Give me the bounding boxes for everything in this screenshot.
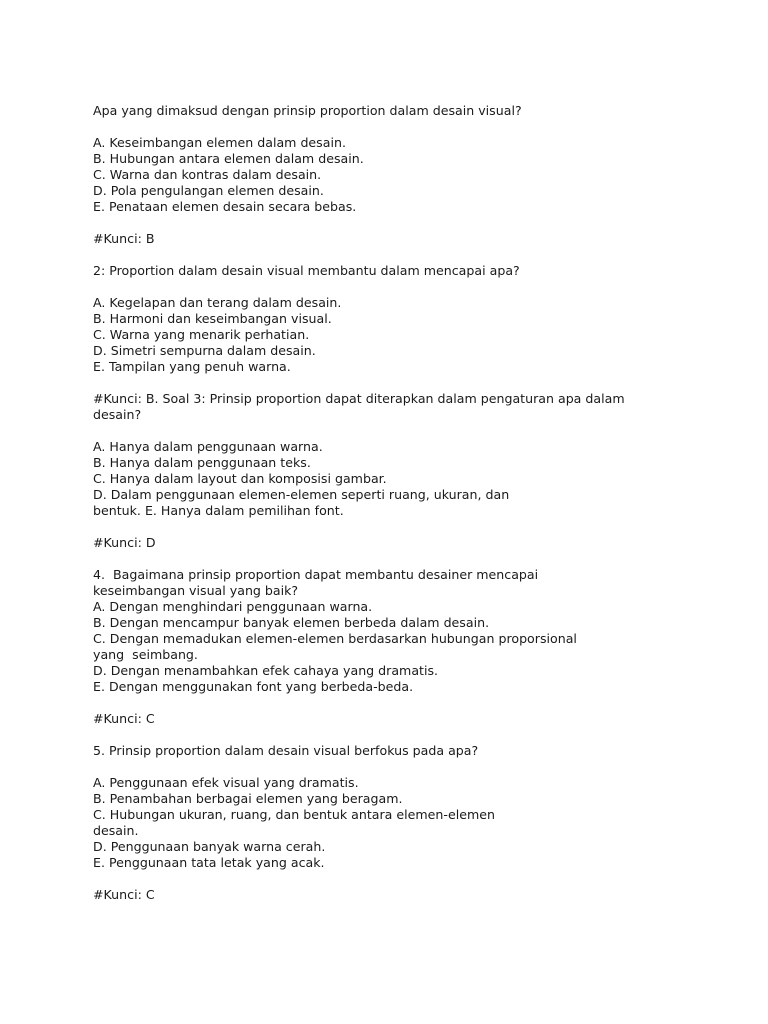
q1-option-e: E. Penataan elemen desain secara bebas. [93,199,357,214]
q3-option-d-cont-and-e: bentuk. E. Hanya dalam pemilihan font. [93,503,344,518]
spacer [93,215,693,231]
q5-option-d: D. Penggunaan banyak warna cerah. [93,839,326,854]
q1-option-c: C. Warna dan kontras dalam desain. [93,167,322,182]
spacer [93,423,693,439]
q5-option-a: A. Penggunaan efek visual yang dramatis. [93,775,359,790]
q2-option-a: A. Kegelapan dan terang dalam desain. [93,295,342,310]
q5-option-e: E. Penggunaan tata letak yang acak. [93,855,325,870]
q4-option-c: C. Dengan memadukan elemen-elemen berdasarkan hubungan proporsional [93,631,577,646]
q1-answer-key: #Kunci: B [93,231,155,246]
spacer [93,695,693,711]
q4-option-b: B. Dengan mencampur banyak elemen berbeda dalam desain. [93,615,490,630]
q3-option-d: D. Dalam penggunaan elemen-elemen seperti ruang, ukuran, dan [93,487,510,502]
spacer [93,871,693,887]
q4-answer-key: #Kunci: C [93,711,155,726]
question-5-text: 5. Prinsip proportion dalam desain visual berfokus pada apa? [93,743,479,758]
q1-option-b: B. Hubungan antara elemen dalam desain. [93,151,364,166]
q4-option-d: D. Dengan menambahkan efek cahaya yang dramatis. [93,663,439,678]
q3-answer-key: #Kunci: D [93,535,156,550]
spacer [93,247,693,263]
q2-option-b: B. Harmoni dan keseimbangan visual. [93,311,332,326]
question-2-text: 2: Proportion dalam desain visual membantu dalam mencapai apa? [93,263,520,278]
q3-option-b: B. Hanya dalam penggunaan teks. [93,455,311,470]
question-4-text: 4. Bagaimana prinsip proportion dapat membantu desainer mencapai [93,567,539,582]
q1-option-a: A. Keseimbangan elemen dalam desain. [93,135,346,150]
q4-option-a: A. Dengan menghindari penggunaan warna. [93,599,373,614]
q2-option-d: D. Simetri sempurna dalam desain. [93,343,316,358]
spacer [93,759,693,775]
q5-answer-key: #Kunci: C [93,887,155,902]
spacer [93,519,693,535]
question-4-text-cont: keseimbangan visual yang baik? [93,583,299,598]
spacer [93,279,693,295]
q5-option-c: C. Hubungan ukuran, ruang, dan bentuk antara elemen-elemen [93,807,495,822]
q5-option-b: B. Penambahan berbagai elemen yang beragam. [93,791,403,806]
spacer [93,375,693,391]
q1-option-d: D. Pola pengulangan elemen desain. [93,183,324,198]
spacer [93,727,693,743]
q4-option-c-cont: yang seimbang. [93,647,198,662]
q3-option-a: A. Hanya dalam penggunaan warna. [93,439,323,454]
q2-option-c: C. Warna yang menarik perhatian. [93,327,310,342]
q2-answer-key-and-question-3: #Kunci: B. Soal 3: Prinsip proportion dapat diterapkan dalam pengaturan apa dalam [93,391,625,406]
q2-option-e: E. Tampilan yang penuh warna. [93,359,291,374]
question-1-text: Apa yang dimaksud dengan prinsip proportion dalam desain visual? [93,103,522,118]
spacer [93,119,693,135]
q4-option-e: E. Dengan menggunakan font yang berbeda-beda. [93,679,414,694]
document-body [93,103,693,903]
q5-option-c-cont: desain. [93,823,139,838]
question-3-text-cont: desain? [93,407,142,422]
q3-option-c: C. Hanya dalam layout dan komposisi gambar. [93,471,387,486]
spacer [93,551,693,567]
